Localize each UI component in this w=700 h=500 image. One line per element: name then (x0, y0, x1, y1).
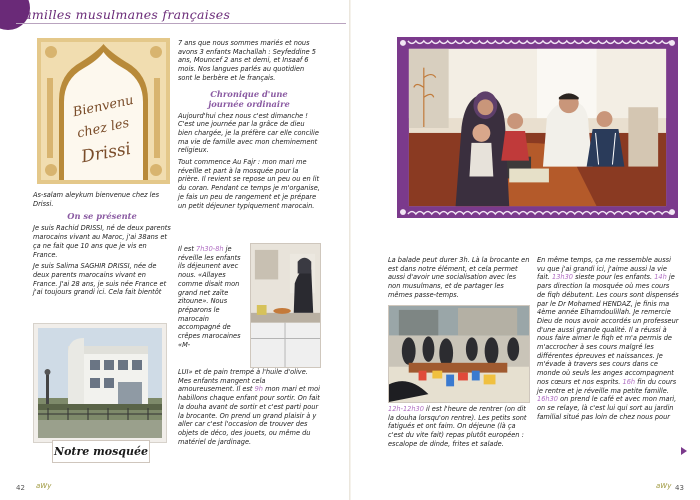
brocante-photo (388, 305, 530, 403)
left-page-number: 42 (16, 484, 25, 492)
right-page-number: 43 (675, 484, 684, 492)
time-1330: 13h30 (552, 273, 573, 282)
photo-caption: Notre mosquée (54, 445, 148, 458)
flow-text-full (178, 368, 321, 446)
left-column-1 (33, 191, 171, 300)
family-photo-frame (397, 37, 678, 218)
rcol1-paragraph-1: La balade peut durer 3h. Là la brocante en est dans notre élément, et cela permet aussi d'avoir une socialisation avec les non musulmans, et de partager les mêmes passe-temps. (388, 256, 530, 299)
continue-arrow-icon (681, 447, 687, 455)
right-column-2 (537, 256, 679, 421)
rcol2-p5: on prend le café et avec mon mari, on se relaye, là c'est lui qui sort au jardin familial situé pas loin de chez nous pour (537, 395, 677, 421)
chronique-heading-line1: Chronique d'une (210, 88, 288, 99)
rcol1-paragraph-2: il est l'heure de rentrer (on dit la douha lorsqu'on rentre). Les petits sont fatigués et ont faim. On déjeune (là ça c'est du vite fait) repas plutôt européen : escalope de dinde, frites et salade. (388, 405, 527, 448)
time-1630: 16h30 (537, 395, 558, 404)
section-title: Familles musulmanes françaises (16, 7, 231, 22)
header-rule (16, 23, 346, 24)
mosque-photo (34, 324, 166, 442)
left-column-2 (178, 39, 320, 213)
chronique-paragraph-1: Aujourd'hui chez nous c'est dimanche ! C'est une journée par la grâce de dieu bien chargée, je la préfère car elle concilie ma vie de famille avec mon cheminement religieux. (178, 111, 319, 155)
flow-full-2: mon mari et moi habillons chaque enfant pour sortir. On fait la douha avant de sortir et c'est parti pour la brocante. On prend un grand plaisir à y aller car c'est l'occasion de trouver des objets de déco, des jouets, ou même du matériel de jardinage. (178, 385, 320, 446)
left-brand-mark: aWy (36, 482, 52, 490)
kitchen-photo (250, 243, 321, 368)
welcome-arch-frame (37, 38, 170, 184)
right-column-1-top (388, 256, 530, 300)
arch-text-line2: chez les (75, 115, 131, 142)
flow-full-1: LUI» et de pain trempé à l'huile d'olive. Mes enfants mangent cela amoureusement. Il est (178, 368, 308, 394)
arch-ornament (37, 38, 170, 184)
time-0900: 9h (254, 385, 263, 394)
time-1400: 14h (654, 273, 667, 282)
rcol2-p3: je pars direction la mosquée où mes cours de fiqh débutent. Les cours sont dispensés par le Dr Mohamed HENDAZ, je finis ma 4ème année Elhamdoulillah. Je remercie Dieu de nous avoir accordés un professeur d'une aussi grande qualité. Il a réussi à nous faire aimer le fiqh et m'a permis de m'accrocher à ses cours malgré les différentes épreuves et naissances. Je m'évade à travers ses cours dans ce monde où seuls les anges accompagnent nos cœurs et nos esprits. (537, 273, 679, 386)
presente-heading: On se présente (67, 211, 137, 222)
photo-caption-box (52, 440, 150, 463)
chronique-paragraph-2: Tout commence Au Fajr : mon mari me réveille et part à la mosquée pour la prière. Il revient se repose un peu ou en lit du coran. Pendant ce temps je m'organise, je fais un peu de rangement et je prépare un petit déjeuner typiquement marocain. (178, 158, 320, 210)
intro-paragraph: As-salam aleykum bienvenue chez les Drissi. (33, 191, 160, 208)
family-photo (398, 38, 677, 217)
arch-text-line1: Bienvenu (71, 92, 135, 121)
chronique-heading-line2: journée ordinaire (208, 98, 290, 109)
right-column-1-bottom (388, 405, 530, 449)
presente-paragraph-1: Je suis Rachid DRISSI, né de deux parents marocains vivant au Maroc, j'ai 38ans et ça ne fait que 10 ans que je vis en France. (33, 224, 171, 259)
rcol2-p1: En même temps, ça me ressemble aussi vu que j'ai grandi ici, j'aime aussi la vie fait. (537, 256, 671, 282)
time-1200: 12h-12h30 (388, 405, 424, 413)
col2-paragraph-1: 7 ans que nous sommes mariés et nous avons 3 enfants Machallah : Seyfeddine 5 ans, Mouncef 2 ans et demi, et Insaaf 6 mois. Nos langues parlés au quotidien sont le berbère et le français. (178, 39, 316, 82)
page-gutter (349, 0, 351, 500)
time-1600: 16h (622, 377, 636, 386)
rcol2-p2: sieste pour les enfants. (572, 273, 653, 282)
flow-text-narrow (178, 245, 248, 349)
presente-paragraph-2: Je suis Salima SAGHIR DRISSI, née de deux parents marocains vivant en France. J'ai 28 ans, je suis née France et j'ai toujours grandi ici. Cela fait bientôt (33, 262, 167, 297)
time-0730: 7h30-8h (196, 245, 224, 253)
rcol2-p4: fin du cours je rentre et je réveille ma petite famille. (537, 377, 677, 395)
arch-text-line3: Drissi (79, 138, 133, 168)
flow-start: Il est (178, 245, 197, 253)
right-brand-mark: aWy (656, 482, 672, 490)
flow-rest: je réveille les enfants ils déjeunent avec nous. «Allayes comme disait mon grand net zaïte zitoune». Nous préparons le marocain accompagné de crêpes marocaines «M- (178, 245, 241, 349)
